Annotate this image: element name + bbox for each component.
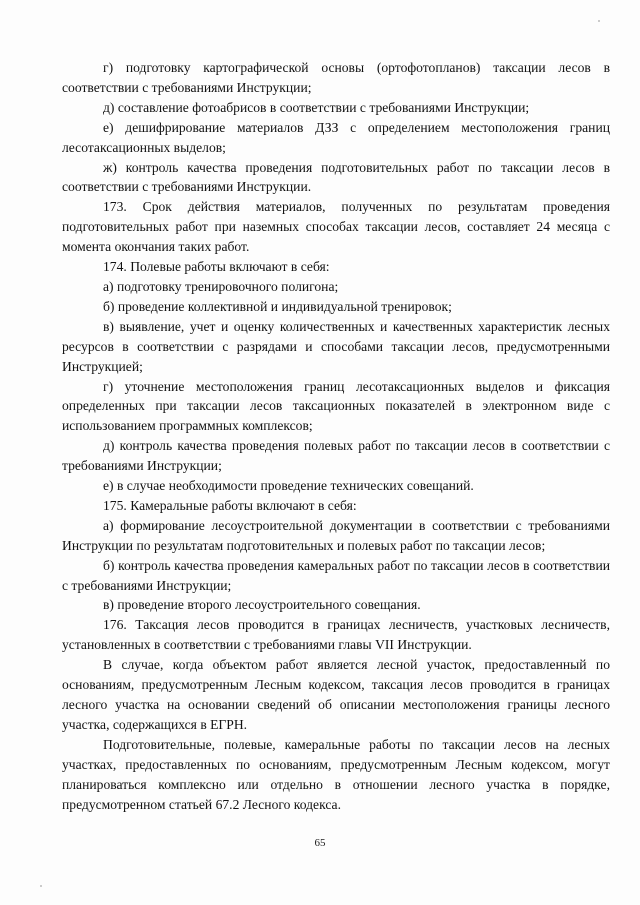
paragraph: е) в случае необходимости проведение технических совещаний. — [103, 478, 474, 494]
paragraph: В случае, когда объектом работ является лесной участок, предоставленный по основаниям, предусмотренным Лесным кодексом, таксация лесов проводится в границах лесного участка на основании сведений об описании местоположения границы лесного участка, содержащихся в ЕГРН. — [62, 657, 610, 732]
paragraph: д) составление фотоабрисов в соответствии с требованиями Инструкции; — [103, 99, 530, 115]
paragraph: г) уточнение местоположения границ лесотаксационных выделов и фиксация определенных при таксации лесов таксационных показателей в электронном виде с использованием программных комплексов; — [62, 378, 610, 434]
paragraph: б) проведение коллективной и индивидуальной тренировок; — [103, 298, 452, 314]
body-text — [62, 58, 610, 814]
paragraph: д) контроль качества проведения полевых работ по таксации лесов в соответствии с требованиями Инструкции; — [62, 438, 610, 474]
paragraph: 173. Срок действия материалов, полученных по результатам проведения подготовительных работ при наземных способах таксации лесов, составляет 24 месяца с момента окончания таких работ. — [62, 199, 610, 255]
scan-speck — [598, 20, 600, 22]
paragraph: в) проведение второго лесоустроительного совещания. — [103, 597, 421, 613]
paragraph: 174. Полевые работы включают в себя: — [103, 259, 330, 275]
paragraph: 175. Камеральные работы включают в себя: — [103, 497, 357, 513]
paragraph: 176. Таксация лесов проводится в границах лесничеств, участковых лесничеств, установленных в соответствии с требованиями главы VII Инструкции. — [62, 617, 610, 653]
paragraph: а) подготовку тренировочного полигона; — [103, 278, 339, 294]
paragraph: б) контроль качества проведения камеральных работ по таксации лесов в соответствии с требованиями Инструкции; — [62, 557, 610, 593]
paragraph: ж) контроль качества проведения подготовительных работ по таксации лесов в соответствии с требованиями Инструкции. — [62, 159, 610, 195]
paragraph: в) выявление, учет и оценку количественных и качественных характеристик лесных ресурсов в соответствии с разрядами и способами таксации лесов, предусмотренными Инструкцией; — [62, 318, 610, 374]
paragraph: а) формирование лесоустроительной документации в соответствии с требованиями Инструкции по результатам подготовительных и полевых работ по таксации лесов; — [62, 517, 610, 553]
page-number: 65 — [314, 837, 326, 849]
paragraph: г) подготовку картографической основы (ортофотопланов) таксации лесов в соответствии с требованиями Инструкции; — [62, 60, 610, 95]
paragraph: Подготовительные, полевые, камеральные работы по таксации лесов на лесных участках, предоставленных по основаниям, предусмотренным Лесным кодексом, могут планироваться комплексно или отдельно в отношении лесного участка в порядке, предусмотренном статьей 67.2 Лесного кодекса. — [62, 736, 610, 812]
scan-speck — [40, 885, 42, 887]
paragraph: е) дешифрирование материалов ДЗЗ с определением местоположения границ лесотаксационных выделов; — [62, 119, 610, 155]
